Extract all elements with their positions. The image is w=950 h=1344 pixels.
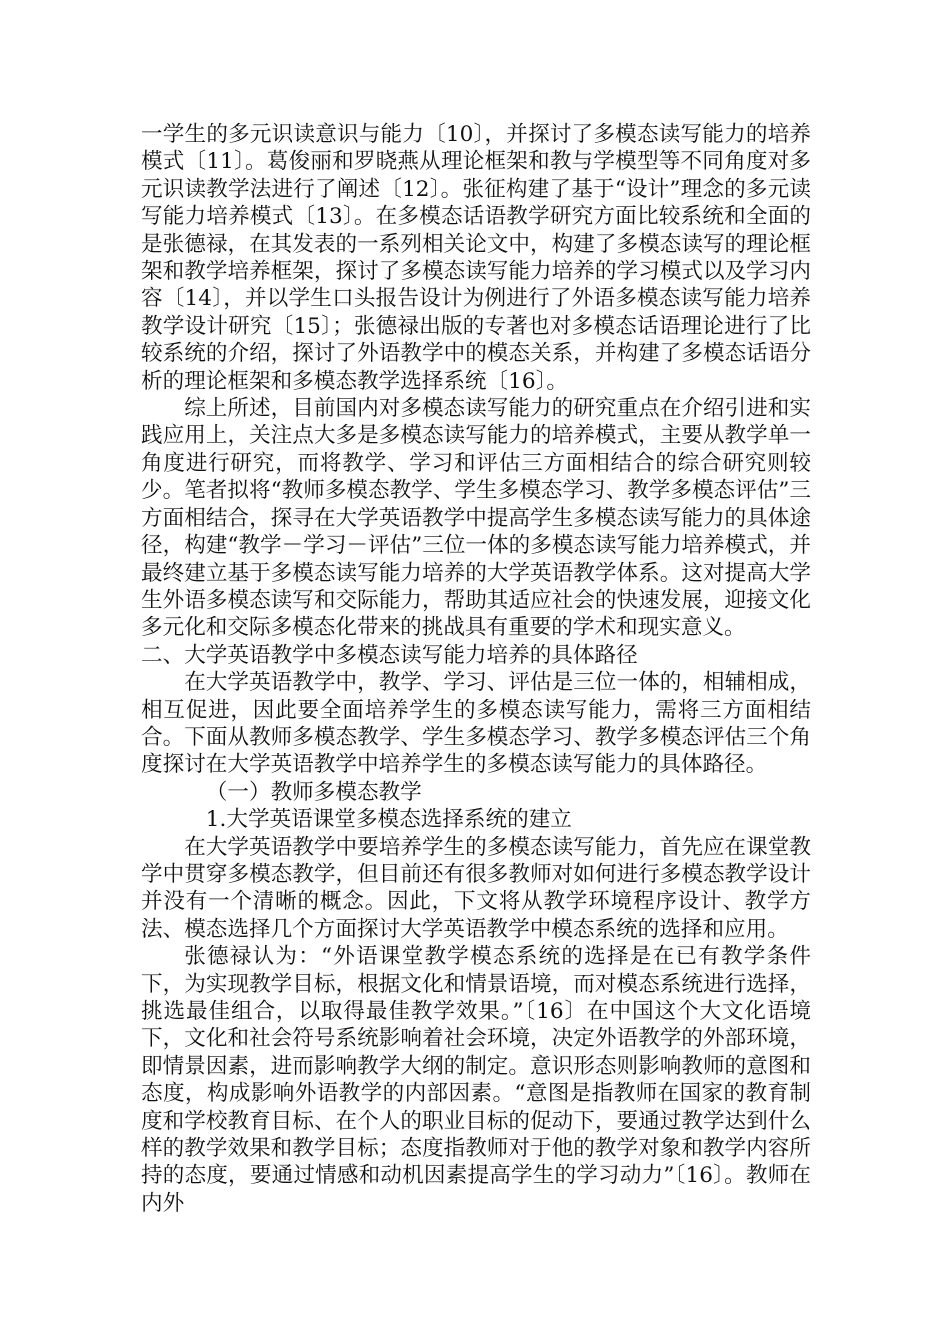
- paragraph-teaching-design: 在大学英语教学中要培养学生的多模态读写能力，首先应在课堂教学中贯穿多模态教学，但目前还有很多教师对如何进行多模态教学设计并没有一个清晰的概念。因此，下文将从教学环境程序设计、教学方法、模态选择几个方面探讨大学英语教学中模态系统的选择和应用。: [141, 834, 811, 942]
- paragraph-modal-selection: 张德禄认为：“外语课堂教学模态系统的选择是在已有教学条件下，为实现教学目标，根据文化和情景语境，而对模态系统进行选择，挑选最佳组合，以取得最佳教学效果。”〔16〕在中国这个大文化语境下，文化和社会符号系统影响着社会环境，决定外语教学的外部环境，即情景因素，进而影响教学大纲的制定。意识形态则影响教师的意图和态度，构成影响外语教学的内部因素。“意图是指教师在国家的教育制度和学校教育目标、在个人的职业目标的促动下，要通过教学达到什么样的教学效果和教学目标；态度指教师对于他的教学对象和教学内容所持的态度，要通过情感和动机因素提高学生的学习动力”〔16〕。教师在内外: [141, 944, 811, 1216]
- paragraph-summary: 综上所述，目前国内对多模态读写能力的研究重点在介绍引进和实践应用上，关注点大多是多模态读写能力的培养模式，主要从教学单一角度进行研究，而将教学、学习和评估三方面相结合的综合研究则较少。笔者拟将“教师多模态教学、学生多模态学习、教学多模态评估”三方面相结合，探寻在大学英语教学中提高学生多模态读写能力的具体途径，构建“教学－学习－评估”三位一体的多模态读写能力培养模式，并最终建立基于多模态读写能力培养的大学英语教学体系。这对提高大学生外语多模态读写和交际能力，帮助其适应社会的快速发展，迎接文化多元化和交际多模态化带来的挑战具有重要的学术和现实意义。: [141, 396, 811, 641]
- item-heading: 1.大学英语课堂多模态选择系统的建立: [205, 807, 572, 833]
- subsection-heading: （一）教师多模态教学: [205, 779, 422, 805]
- paragraph-section-intro: 在大学英语教学中，教学、学习、评估是三位一体的，相辅相成，相互促进，因此要全面培养学生的多模态读写能力，需将三方面相结合。下面从教师多模态教学、学生多模态学习、教学多模态评估三个角度探讨在大学英语教学中培养学生的多模态读写能力的具体路径。: [141, 670, 811, 778]
- section-heading: 二、大学英语教学中多模态读写能力培养的具体路径: [141, 642, 638, 668]
- paragraph-literature-review: 一学生的多元识读意识与能力〔10〕，并探讨了多模态读写能力的培养模式〔11〕。葛俊丽和罗晓燕从理论框架和教与学模型等不同角度对多元识读教学法进行了阐述〔12〕。张征构建了基于“设计”理念的多元读写能力培养模式〔13〕。在多模态话语教学研究方面比较系统和全面的是张德禄，在其发表的一系列相关论文中，构建了多模态读写的理论框架和教学培养框架，探讨了多模态读写能力培养的学习模式以及学习内容〔14〕，并以学生口头报告设计为例进行了外语多模态读写能力培养教学设计研究〔15〕；张德禄出版的专著也对多模态话语理论进行了比较系统的介绍，探讨了外语教学中的模态关系，并构建了多模态话语分析的理论框架和多模态教学选择系统〔16〕。: [141, 122, 811, 394]
- document-page: [141, 121, 811, 1217]
